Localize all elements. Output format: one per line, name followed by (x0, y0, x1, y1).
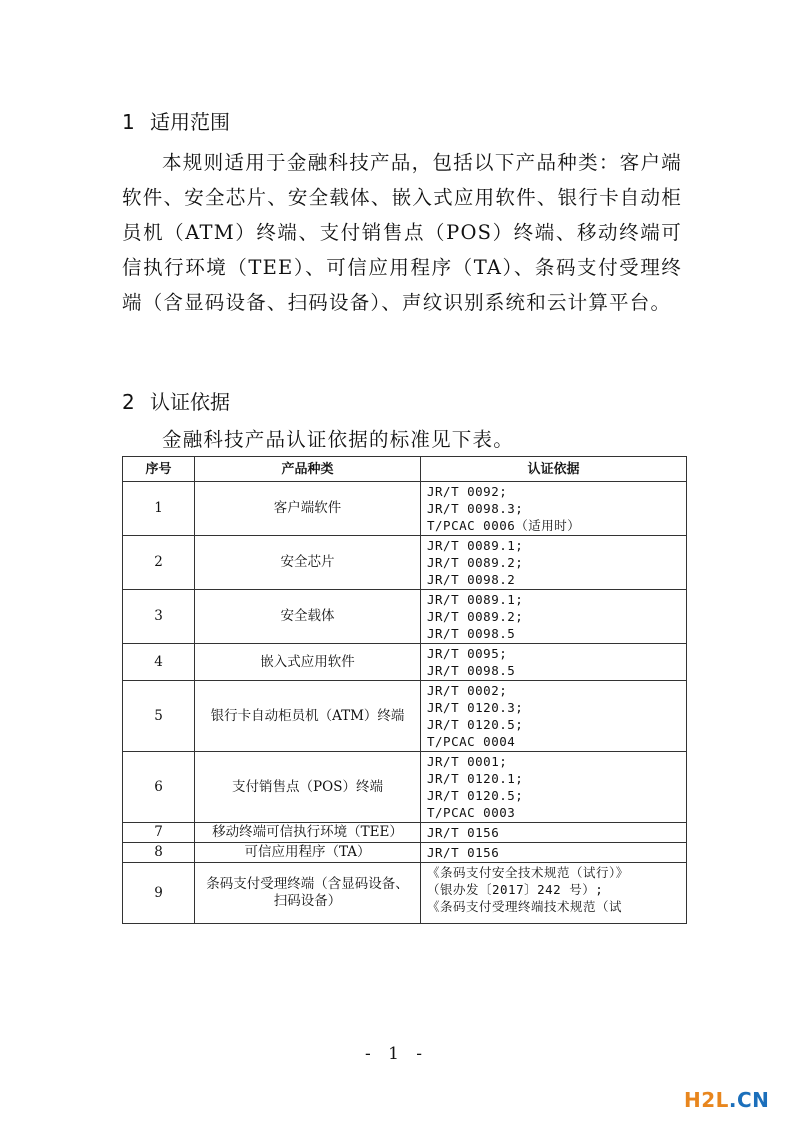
basis-line: T/PCAC 0004 (427, 734, 516, 749)
standards-table (122, 456, 687, 924)
basis-line: JR/T 0120.5; (427, 717, 524, 732)
row-product: 条码支付受理终端（含显码设备、扫码设备） (195, 863, 421, 924)
table-row (123, 482, 687, 536)
table-row (123, 644, 687, 681)
basis-line: T/PCAC 0003 (427, 805, 516, 820)
table-row (123, 843, 687, 863)
row-product: 移动终端可信执行环境（TEE） (195, 823, 421, 843)
basis-line: JR/T 0156 (427, 845, 500, 860)
basis-line: JR/T 0089.2; (427, 555, 524, 570)
site-watermark (684, 1088, 769, 1112)
table-header-row (123, 457, 687, 482)
basis-line: （银办发〔2017〕242 号）; (427, 882, 604, 897)
basis-line: T/PCAC 0006（适用时） (427, 518, 581, 533)
table-row (123, 863, 687, 924)
row-product: 支付销售点（POS）终端 (195, 752, 421, 823)
basis-line: JR/T 0098.5 (427, 626, 516, 641)
basis-line: JR/T 0098.3; (427, 501, 524, 516)
row-product: 安全芯片 (195, 536, 421, 590)
row-basis (421, 590, 687, 644)
row-basis (421, 752, 687, 823)
basis-line: JR/T 0098.5 (427, 663, 516, 678)
row-basis (421, 843, 687, 863)
basis-line: JR/T 0089.1; (427, 538, 524, 553)
watermark-left: H2L (684, 1088, 729, 1112)
basis-line: 《条码支付安全技术规范（试行）》 (427, 865, 629, 880)
section-1-paragraph: 本规则适用于金融科技产品，包括以下产品种类：客户端软件、安全芯片、安全载体、嵌入式应用软件、银行卡自动柜员机（ATM）终端、支付销售点（POS）终端、移动终端可信执行环境（TEE）、可信应用程序（TA）、条码支付受理终端（含显码设备、扫码设备）、声纹识别系统和云计算平台。 (122, 151, 682, 314)
basis-clip (427, 864, 680, 922)
table-row (123, 823, 687, 843)
row-serial: 4 (123, 644, 195, 681)
page-number: - 1 - (364, 1044, 429, 1064)
row-product: 安全载体 (195, 590, 421, 644)
watermark-right: .CN (728, 1088, 770, 1112)
row-product: 嵌入式应用软件 (195, 644, 421, 681)
row-serial: 2 (123, 536, 195, 590)
row-serial: 7 (123, 823, 195, 843)
section-2-number: 2 (122, 390, 135, 414)
basis-line: 《条码支付受理终端技术规范（试 (427, 899, 623, 914)
row-serial: 5 (123, 681, 195, 752)
row-basis (421, 681, 687, 752)
section-1-title: 适用范围 (150, 110, 230, 134)
header-serial: 序号 (123, 457, 195, 482)
row-serial: 3 (123, 590, 195, 644)
row-product: 银行卡自动柜员机（ATM）终端 (195, 681, 421, 752)
row-basis (421, 536, 687, 590)
table-row (123, 752, 687, 823)
row-serial: 6 (123, 752, 195, 823)
row-basis (421, 823, 687, 843)
row-product: 可信应用程序（TA） (195, 843, 421, 863)
section-1-heading (122, 110, 230, 134)
row-basis (421, 863, 687, 924)
row-basis (421, 482, 687, 536)
table-row (123, 536, 687, 590)
basis-line: JR/T 0156 (427, 825, 500, 840)
row-serial: 9 (123, 863, 195, 924)
basis-line: JR/T 0098.2 (427, 572, 516, 587)
row-product: 客户端软件 (195, 482, 421, 536)
basis-line: JR/T 0120.5; (427, 788, 524, 803)
section-2-heading (122, 390, 230, 414)
basis-line: JR/T 0120.3; (427, 700, 524, 715)
table-row (123, 590, 687, 644)
basis-line: JR/T 0001; (427, 754, 508, 769)
basis-line: JR/T 0092; (427, 484, 508, 499)
header-product: 产品种类 (195, 457, 421, 482)
basis-line: JR/T 0089.1; (427, 592, 524, 607)
section-1-number: 1 (122, 110, 135, 134)
header-basis: 认证依据 (421, 457, 687, 482)
row-basis (421, 644, 687, 681)
row-serial: 8 (123, 843, 195, 863)
basis-line: JR/T 0095; (427, 646, 508, 661)
basis-line: JR/T 0089.2; (427, 609, 524, 624)
basis-line: JR/T 0120.1; (427, 771, 524, 786)
section-2-intro: 金融科技产品认证依据的标准见下表。 (162, 428, 514, 451)
section-2-title: 认证依据 (150, 390, 230, 414)
table-row (123, 681, 687, 752)
basis-line: JR/T 0002; (427, 683, 508, 698)
row-serial: 1 (123, 482, 195, 536)
